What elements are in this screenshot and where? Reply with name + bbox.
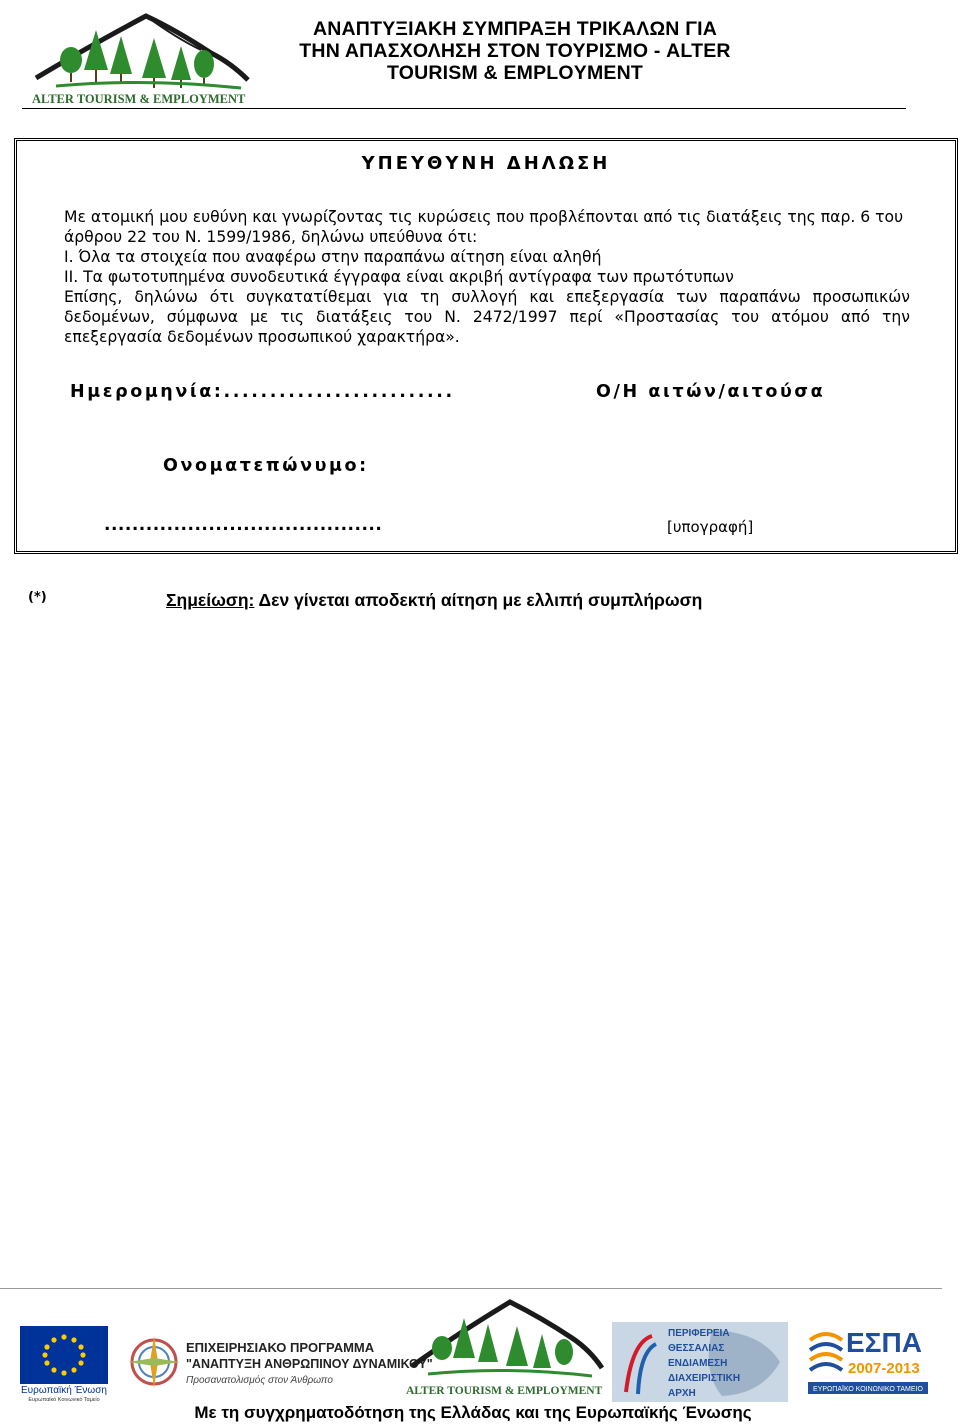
declaration-title: ΥΠΕΥΘΥΝΗ ΔΗΛΩΣΗ [361,153,611,174]
alter-tourism-logo [26,8,260,108]
espa-years: 2007-2013 [848,1360,920,1377]
espa-title: ΕΣΠΑ [846,1327,922,1358]
op-title-line-1: ΕΠΙΧΕΙΡΗΣΙΑΚΟ ΠΡΟΓΡΑΜΜΑ [186,1340,375,1355]
compass-icon [128,1326,433,1396]
footer-divider [0,1288,942,1289]
eu-subcaption: Ευρωπαϊκό Κοινωνικό Ταμείο [28,1397,100,1403]
declaration-body [64,207,910,347]
note-label: Σημείωση: [166,590,255,610]
full-name-label: Ονοματεπώνυμο: [163,456,369,476]
thessaly-line-1: ΠΕΡΙΦΕΡΕΙΑ [668,1328,730,1339]
declaration-intro: Με ατομική μου ευθύνη και γνωρίζοντας τις κυρώσεις που προβλέπονται από τις διατάξεις της παρ. 6 του άρθρου 22 του Ν. 1599/1986, δηλώνω υπεύθυνα ότι: [64,208,904,246]
operational-programme-logo [128,1326,433,1396]
thessaly-line-4: ΔΙΑΧΕΙΡΙΣΤΙΚΗ [668,1373,741,1384]
note-asterisk: (*) [28,590,47,605]
op-subtitle: Προσανατολισμός στον Άνθρωπο [186,1375,333,1386]
full-name-field[interactable]: ........................................ [104,515,383,535]
title-line-3: TOURISM & EMPLOYMENT [386,62,644,84]
title-line-2: ΤΗΝ ΑΠΑΣΧΟΛΗΣΗ ΣΤΟΝ ΤΟΥΡΙΣΜΟ - ALTER [299,40,731,62]
thessaly-line-2: ΘΕΣΣΑΛΙΑΣ [668,1343,725,1354]
op-title-line-2: "ΑΝΑΠΤΥΞΗ ΑΝΘΡΩΠΙΝΟΥ ΔΥΝΑΜΙΚΟΥ" [186,1357,433,1371]
thessaly-line-5: ΑΡΧΗ [668,1388,696,1399]
header-divider [22,108,906,109]
alter-logo-graphic [26,8,260,108]
alter-footer-graphic [402,1294,608,1402]
declaration-consent: Επίσης, δηλώνω ότι συγκατατίθεμαι για τη συλλογή και επεξεργασία των παραπάνω προσωπικών δεδομένων, σύμφωνα με τις διατάξεις του Ν. 2472/1997 περί «Προστασίας του ατόμου από την επεξεργασία δεδομένων προσωπικού χαρακτήρα». [64,288,910,346]
declaration-item-1: Ι. Όλα τα στοιχεία που αναφέρω στην παραπάνω αίτηση είναι αληθή [64,248,602,266]
signature-label: [υπογραφή] [667,518,754,536]
espa-caption: ΕΥΡΩΠΑΪΚΟ ΚΟΙΝΩΝΙΚΟ ΤΑΜΕΙΟ [813,1386,923,1393]
thessaly-region-logo [612,1322,788,1402]
organization-title [270,18,760,84]
alter-tourism-footer-logo [402,1294,608,1402]
espa-logo [806,1318,930,1400]
logo-text: ALTER TOURISM & EMPLOYMENT [32,92,246,106]
note-text: Δεν γίνεται αποδεκτή αίτηση με ελλιπή συμπλήρωση [254,590,703,610]
eu-flag-icon [20,1326,108,1402]
alter-footer-text: ALTER TOURISM & EMPLOYMENT [406,1385,603,1397]
eu-caption: Ευρωπαϊκή Ένωση [21,1385,107,1396]
declaration-item-2: ΙΙ. Τα φωτοτυπημένα συνοδευτικά έγγραφα είναι ακριβή αντίγραφα των πρωτότυπων [64,268,734,286]
applicant-label: Ο/Η αιτών/αιτούσα [596,382,826,402]
eu-logo [20,1326,108,1402]
thessaly-map-icon [612,1322,788,1402]
date-field[interactable]: Ημερομηνία:......................... [70,382,455,402]
note-line [166,590,702,611]
espa-graphic [806,1318,930,1400]
title-line-1: ΑΝΑΠΤΥΞΙΑΚΗ ΣΥΜΠΡΑΞΗ ΤΡΙΚΑΛΩΝ ΓΙΑ [312,18,718,40]
thessaly-line-3: ΕΝΔΙΑΜΕΣΗ [668,1358,728,1369]
cofinancing-caption: Με τη συγχρηματοδότηση της Ελλάδας και της Ευρωπαϊκής Ένωσης [194,1403,752,1422]
